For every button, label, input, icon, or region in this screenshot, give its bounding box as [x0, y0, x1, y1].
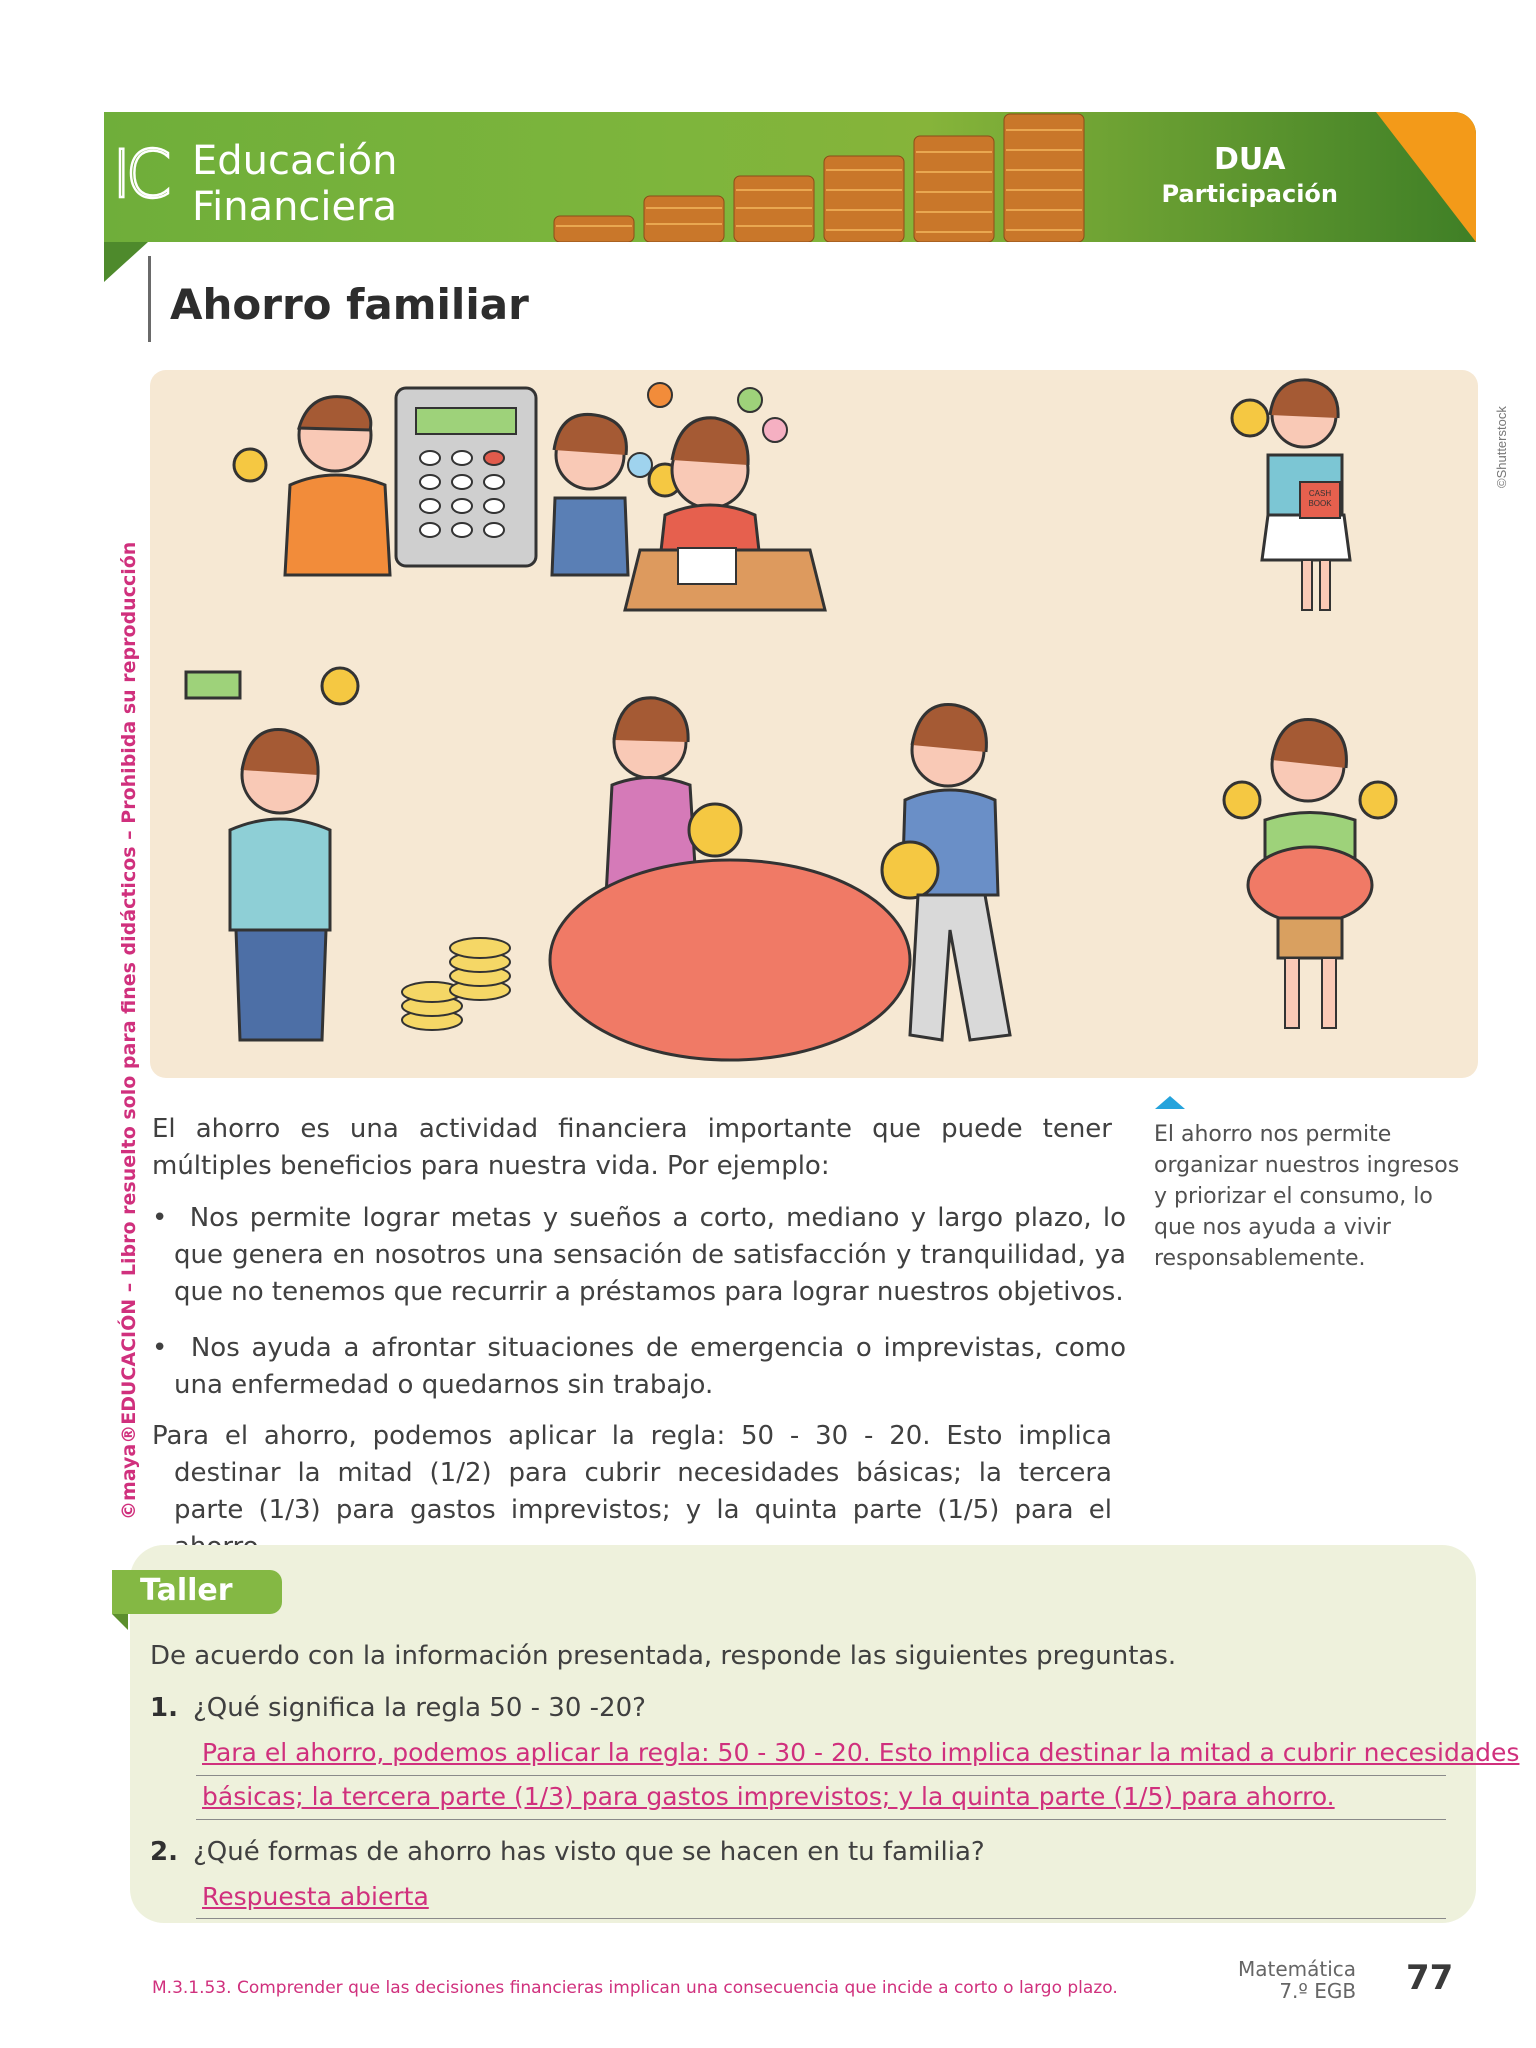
- image-credit-text: ©Shutterstock: [1494, 406, 1509, 488]
- dua-badge: [1161, 142, 1338, 210]
- answer-1-rule-2: [196, 1819, 1446, 1820]
- girl-at-desk-figure: [625, 383, 825, 610]
- banner-fold: [104, 242, 148, 282]
- sidebar-note: El ahorro nos permite organizar nuestros ingresos y priorizar el consumo, lo que nos ayuda a vivir responsablemente.: [1154, 1122, 1460, 1271]
- page-number: 77: [1406, 1958, 1454, 1998]
- banner-corner-accent: [1376, 112, 1476, 242]
- footer-subject: [1238, 1958, 1356, 2002]
- taller-label: Taller: [140, 1573, 233, 1608]
- ic-logo: IC: [112, 136, 166, 213]
- dua-badge-subtitle: Participación: [1161, 180, 1338, 208]
- image-credit: [1486, 370, 1516, 490]
- svg-text:CASH: CASH: [1308, 489, 1332, 498]
- title-rule: [148, 256, 151, 342]
- dua-badge-title: DUA: [1213, 142, 1286, 177]
- section-title: [192, 138, 397, 230]
- boy-arms-crossed-figure: [186, 668, 358, 1040]
- illustration-drawing: [150, 370, 1478, 1078]
- footer-grade: 7.º EGB: [1279, 1979, 1357, 2003]
- taller-instruction: De acuerdo con la información presentada, responde las siguientes preguntas.: [150, 1641, 1177, 1671]
- section-banner: [104, 112, 1476, 242]
- question-2-number: 2.: [150, 1837, 178, 1867]
- question-1-number: 1.: [150, 1693, 178, 1723]
- calculator-icon: [396, 388, 536, 566]
- note-triangle-icon: [1155, 1096, 1185, 1109]
- piggy-bank-scene: [402, 698, 910, 1060]
- bullet-text: Nos permite lograr metas y sueños a corto, mediano y largo plazo, lo que genera en nosotros una sensación de satisfacción y tranquilidad, ya que no tenemos que recurrir a préstamos para lograr nuestros objetivos.: [174, 1203, 1126, 1307]
- section-title-line2: Financiera: [192, 184, 398, 230]
- coin-stacks-image: [534, 112, 1234, 242]
- bullet-text: Nos ayuda a afrontar situaciones de emergencia o imprevistas, como una enfermedad o quedarnos sin trabajo.: [174, 1333, 1126, 1400]
- footer-subject-name: Matemática: [1238, 1957, 1357, 1981]
- rule-paragraph: Para el ahorro, podemos aplicar la regla: 50 - 30 - 20. Esto implica destinar la mitad (1/2) para cubrir necesidades básicas; la tercera parte (1/3) para gastos imprevistos; y la quinta parte (1/5) para el: [152, 1421, 1112, 1525]
- question-1-text: ¿Qué significa la regla 50 - 30 -20?: [193, 1693, 646, 1723]
- side-copyright: ©maya®EDUCACIÓN – Libro resuelto solo para fines didácticos – Prohibida su reproducción: [118, 541, 140, 1520]
- boy-orange-figure: [234, 397, 390, 575]
- answer-2-rule-1: [196, 1918, 1446, 1919]
- page-title: Ahorro familiar: [170, 280, 529, 329]
- intro-paragraph: El ahorro es una actividad financiera importante que puede tener múltiples beneficios para nuestra vida. Por ejemplo:: [152, 1114, 1112, 1181]
- bullet-item-goals: • Nos permite lograr metas y sueños a corto, mediano y largo plazo, lo que genera en nosotros una sensación de satisfacción y tranquilidad, ya que no tenemos que recurrir a préstamos para lograr nuestros objetivos.: [152, 1203, 1126, 1307]
- answer-1-line-1[interactable]: Para el ahorro, podemos aplicar la regla: 50 - 30 - 20. Esto implica destinar la mitad a cubrir necesidades: [202, 1738, 1520, 1767]
- answer-2-line-1[interactable]: Respuesta abierta: [202, 1882, 429, 1911]
- section-title-line1: Educación: [192, 138, 398, 184]
- taller-tag-fold: [112, 1614, 128, 1630]
- answer-1-rule-1: [196, 1775, 1446, 1776]
- footer-standard: M.3.1.53. Comprender que las decisiones financieras implican una consecuencia que incide a corto o largo plazo.: [152, 1978, 1118, 1998]
- bullet-item-emergency: • Nos ayuda a afrontar situaciones de emergencia o imprevistas, como una enfermedad o quedarnos sin trabajo.: [152, 1333, 1126, 1400]
- question-2-text: ¿Qué formas de ahorro has visto que se hacen en tu familia?: [193, 1837, 985, 1867]
- svg-text:BOOK: BOOK: [1308, 499, 1332, 508]
- girl-cash-book-figure: [1232, 380, 1350, 610]
- answer-1-line-2[interactable]: básicas; la tercera parte (1/3) para gastos imprevistos; y la quinta parte (1/5) para ahorro.: [202, 1782, 1335, 1811]
- saving-illustration: [150, 370, 1478, 1078]
- boy-holding-pig-figure: [1224, 720, 1396, 1029]
